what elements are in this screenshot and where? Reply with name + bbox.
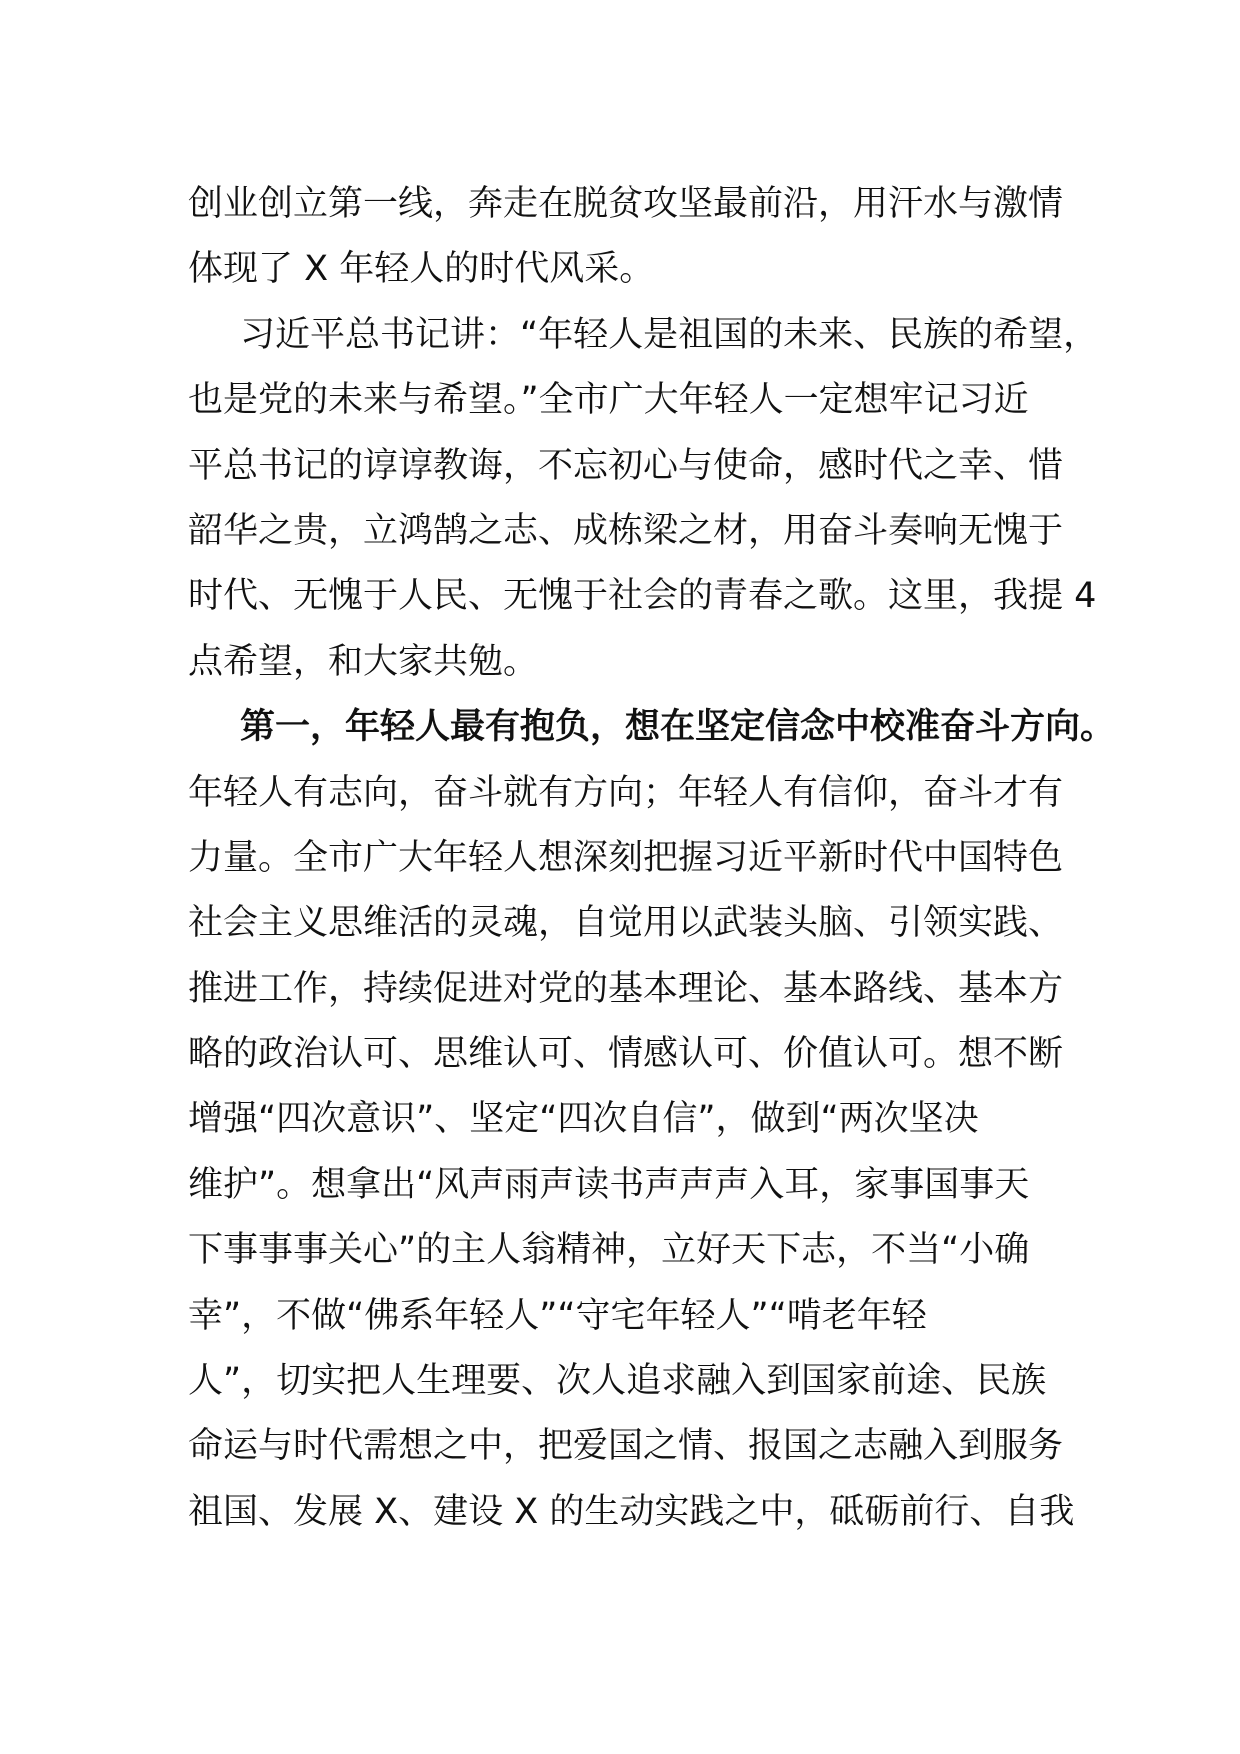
text-line: 韶华之贵，立鸿鹄之志、成栋梁之材，用奋斗奏响无愧于 <box>188 510 1064 551</box>
text-line: 平总书记的谆谆教诲，不忘初心与使命，感时代之幸、惜 <box>188 445 1064 486</box>
text-line: 力量。全市广大年轻人想深刻把握习近平新时代中国特色 <box>188 837 1064 878</box>
text-line: 创业创立第一线，奔走在脱贫攻坚最前沿，用汗水与激情 <box>188 184 1064 224</box>
text-line: 点希望，和大家共勉。 <box>188 641 539 682</box>
text-line: 也是党的未来与希望。”全市广大年轻人一定想牢记习近 <box>188 380 1029 421</box>
text-line: 增强“四次意识”、坚定“四次自信”，做到“两次坚决 <box>188 1099 979 1140</box>
paragraph-start-line: 习近平总书记讲：“年轻人是祖国的未来、民族的希望， <box>240 314 1099 355</box>
text-line: 社会主义思维活的灵魂，自觉用以武装头脑、引领实践、 <box>188 903 1064 944</box>
text-line: 推进工作，持续促进对党的基本理论、基本路线、基本方 <box>188 968 1064 1009</box>
text-line: 人”，切实把人生理要、次人追求融入到国家前途、民族 <box>188 1361 1047 1402</box>
text-line: 祖国、发展 X、建设 X 的生动实践之中，砥砺前行、自我 <box>188 1491 1075 1532</box>
text-line: 命运与时代需想之中，把爱国之情、报国之志融入到服务 <box>188 1426 1064 1467</box>
text-line: 体现了 X 年轻人的时代风采。 <box>188 249 655 290</box>
text-line: 略的政治认可、思维认可、情感认可、价值认可。想不断 <box>188 1034 1064 1075</box>
text-line: 时代、无愧于人民、无愧于社会的青春之歌。这里，我提 4 <box>188 576 1097 617</box>
text-line: 年轻人有志向，奋斗就有方向；年轻人有信仰，奋斗才有 <box>188 772 1064 813</box>
section-heading: 第一，年轻人最有抱负，想在坚定信念中校准奋斗方向。 <box>240 707 1116 748</box>
text-line: 下事事事关心”的主人翁精神，立好天下志，不当“小确 <box>188 1230 1030 1271</box>
text-line: 维护”。想拿出“风声雨声读书声声声入耳，家事国事天 <box>188 1164 1030 1205</box>
body-text <box>188 172 1116 1545</box>
text-line: 幸”，不做“佛系年轻人”“守宅年轻人”“啃老年轻 <box>188 1295 927 1336</box>
